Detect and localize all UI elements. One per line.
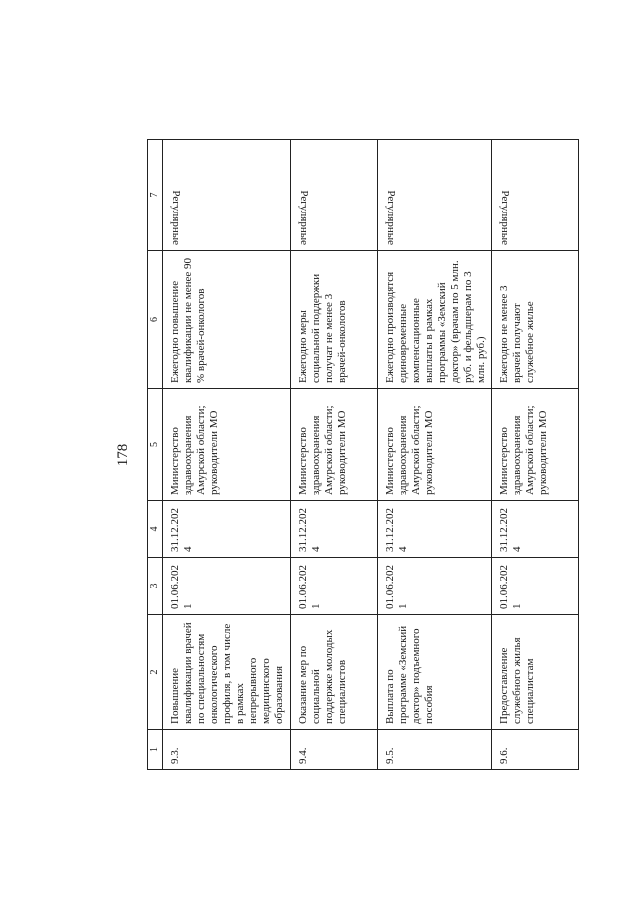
header-col-2: 2 (148, 615, 163, 730)
table-row (163, 140, 291, 770)
expected-result: Ежегодно повышение квалификации не менее 90 % врачей-онкологов (163, 251, 291, 389)
start-date: 01.06.2021 (492, 558, 579, 615)
expected-result: Ежегодно меры социальной поддержки получат не менее 3 врачей-онкологов (290, 251, 377, 389)
table-row (492, 140, 579, 770)
responsible: Министерство здравоохранения Амурской области; руководители МО (163, 389, 291, 501)
header-col-6: 6 (148, 251, 163, 389)
end-date: 31.12.2024 (377, 501, 492, 558)
responsible: Министерство здравоохранения Амурской области; руководители МО (492, 389, 579, 501)
end-date: 31.12.2024 (290, 501, 377, 558)
start-date: 01.06.2021 (163, 558, 291, 615)
responsible: Министерство здравоохранения Амурской области; руководители МО (290, 389, 377, 501)
header-col-5: 5 (148, 389, 163, 501)
expected-result: Ежегодно не менее 3 врачей получают служебное жилье (492, 251, 579, 389)
header-col-3: 3 (148, 558, 163, 615)
row-number: 9.5. (377, 730, 492, 770)
table-row (377, 140, 492, 770)
measure-name: Предоставление служебного жилья специалистам (492, 615, 579, 730)
status-cell (163, 140, 291, 251)
status-cell (290, 140, 377, 251)
status-cell (377, 140, 492, 251)
status-text: Регулярные (169, 190, 182, 245)
table-row (290, 140, 377, 770)
table-header-row (148, 140, 163, 770)
row-number: 9.4. (290, 730, 377, 770)
end-date: 31.12.2024 (163, 501, 291, 558)
measure-name: Оказание мер по социальной поддержке молодых специалистов (290, 615, 377, 730)
status-text: Регулярные (384, 190, 397, 245)
page-number: 178 (115, 443, 131, 467)
start-date: 01.06.2021 (377, 558, 492, 615)
header-col-7: 7 (148, 140, 163, 251)
status-cell (492, 140, 579, 251)
measure-name: Повышение квалификации врачей по специальностям онкологического профиля, в том числе в рамках непрерывного медицинского образования (163, 615, 291, 730)
row-number: 9.6. (492, 730, 579, 770)
measure-name: Выплата по программе «Земский доктор» подъемного пособия (377, 615, 492, 730)
expected-result: Ежегодно производятся единовременные компенсационные выплаты в рамках программы «Земский доктор» (врачам по 5 млн. руб. и фельдшерам по 3 млн. руб.) (377, 251, 492, 389)
status-text: Регулярные (297, 190, 310, 245)
measures-table (147, 139, 579, 770)
rotated-landscape-content (108, 140, 550, 770)
header-col-4: 4 (148, 501, 163, 558)
end-date: 31.12.2024 (492, 501, 579, 558)
header-col-1: 1 (148, 730, 163, 770)
status-text: Регулярные (499, 190, 512, 245)
row-number: 9.3. (163, 730, 291, 770)
responsible: Министерство здравоохранения Амурской области; руководители МО (377, 389, 492, 501)
start-date: 01.06.2021 (290, 558, 377, 615)
